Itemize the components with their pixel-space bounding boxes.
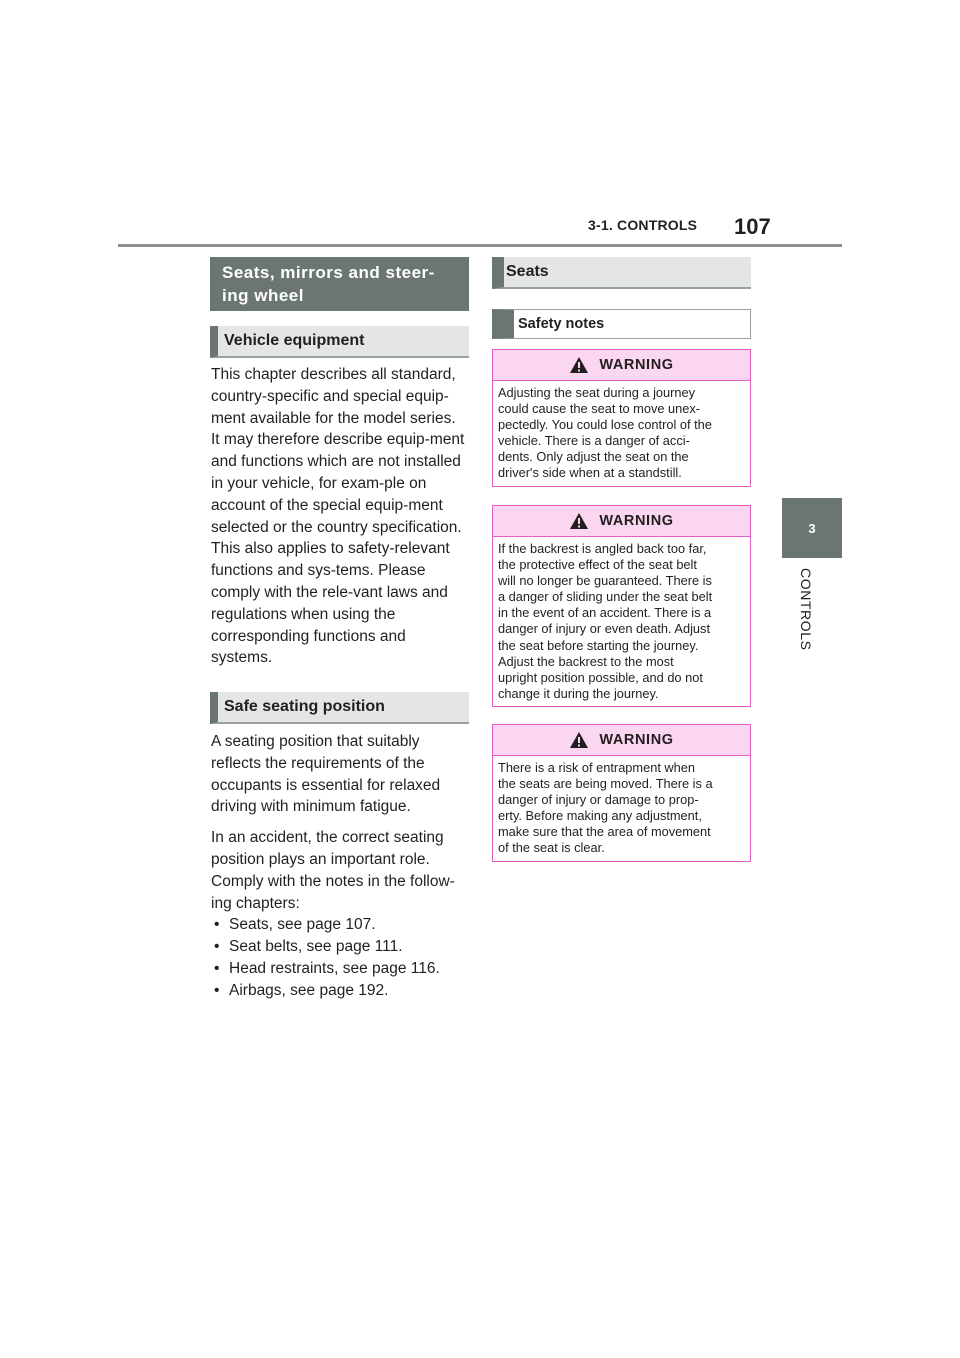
reference-list [211, 914, 467, 1001]
subheading-text: Safety notes [518, 316, 605, 332]
warning-line: of the seat is clear. [498, 840, 605, 856]
warning-header [493, 725, 750, 756]
subheading-vehicle-equipment [210, 326, 469, 358]
warning-line: erty. Before making any adjustment, [498, 808, 702, 824]
subheading-text: Safe seating position [224, 698, 385, 715]
list-item: • Airbags, see page 192. [211, 980, 467, 1002]
warning-header [493, 350, 750, 381]
subheading-text: Vehicle equipment [224, 332, 365, 349]
warning-title: WARNING [599, 357, 674, 373]
warning-line: If the backrest is angled back too far, [498, 541, 707, 556]
warning-line: will no longer be guaranteed. There is [498, 573, 712, 589]
list-item: • Head restraints, see page 116. [211, 958, 467, 980]
subheading-safety-notes [492, 309, 751, 339]
warning-box-2 [492, 505, 751, 707]
warning-line: driver's side when at a standstill. [498, 465, 682, 481]
list-item: • Seats, see page 107. [211, 914, 467, 936]
warning-line: upright position possible, and do not [498, 669, 703, 685]
paragraph: This chapter describes all standard, country-specific and special equip-ment available for the model series. It may therefore describe equip-ment and functions which are not installed in your vehicle, for exam-ple on account of the special equip-ment selected or the country specification. This also applies to safety-relevant functions and sys-tems. Please comply with the rele-vant laws and regulations when using the corresponding functions and systems. [211, 366, 465, 667]
warning-line: Adjusting the seat during a journey [498, 385, 696, 400]
chapter-tab-label [782, 568, 842, 658]
warning-box-1 [492, 349, 751, 487]
warning-text [493, 381, 750, 482]
warning-triangle-icon [569, 512, 589, 530]
paragraph: In an accident, the correct seating position plays an important role. Comply with the notes in the follow-ing chapters: [211, 829, 455, 912]
header-divider [118, 244, 842, 247]
section-heading-text: Seats, mirrors and steer-ing wheel [222, 263, 435, 305]
safe-seating-body [211, 731, 467, 1002]
warning-line: danger of injury or damage to prop- [498, 792, 699, 808]
warning-line: pectedly. You could lose control of the [498, 417, 712, 433]
warning-line: the protective effect of the seat belt [498, 557, 697, 573]
warning-line: vehicle. There is a danger of acci- [498, 433, 690, 449]
warning-line: could cause the seat to move unex- [498, 401, 701, 417]
section-heading-seats [492, 257, 751, 289]
page-number: 107 [734, 214, 771, 239]
warning-triangle-icon [569, 731, 589, 749]
warning-line: the seat before starting the journey. [498, 637, 699, 653]
warning-line: a danger of sliding under the seat belt [498, 589, 713, 605]
warning-line: change it during the journey. [498, 685, 659, 701]
warning-line: dents. Only adjust the seat on the [498, 449, 689, 465]
warning-text [493, 537, 750, 702]
warning-text [493, 756, 750, 857]
subheading-safe-seating [210, 692, 469, 724]
warning-line: the seats are being moved. There is a [498, 776, 713, 792]
section-heading-text: Seats [506, 263, 549, 280]
warning-line: make sure that the area of movement [498, 824, 711, 840]
warning-triangle-icon [569, 356, 589, 374]
warning-box-3 [492, 724, 751, 862]
warning-title: WARNING [599, 513, 674, 529]
chapter-tab-text: CONTROLS [798, 568, 814, 651]
list-item: • Seat belts, see page 111. [211, 936, 467, 958]
warning-line: There is a risk of entrapment when [498, 760, 696, 775]
chapter-title: 3-1. CONTROLS [588, 217, 698, 233]
section-heading-seats-mirrors [210, 257, 469, 311]
paragraph: A seating position that suitably reflects the requirements of the occupants is essential for relaxed driving with minimum fatigue. [211, 733, 441, 816]
vehicle-equipment-body [211, 364, 467, 678]
warning-title: WARNING [599, 732, 674, 748]
warning-line: danger of injury or even death. Adjust [498, 621, 710, 637]
warning-line: Adjust the backrest to the most [498, 653, 674, 669]
warning-line: in the event of an accident. There is a [498, 605, 712, 621]
chapter-tab: 3 [782, 498, 842, 558]
warning-header [493, 506, 750, 537]
